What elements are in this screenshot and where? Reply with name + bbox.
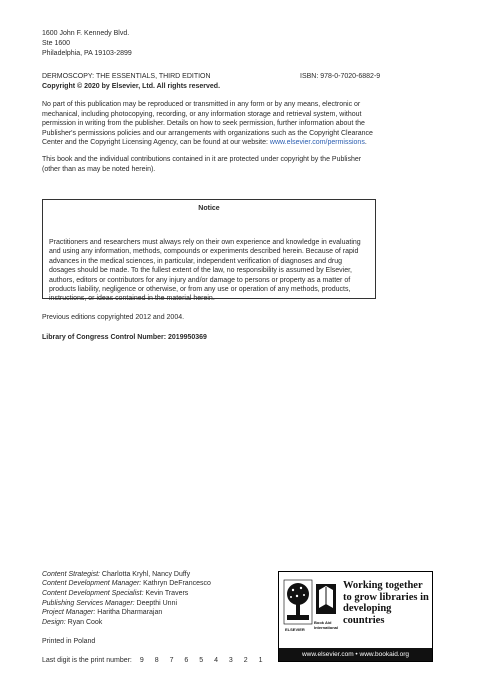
bookaid-wordmark: Book Aid International bbox=[314, 620, 339, 630]
address-line-3: Philadelphia, PA 19103-2899 bbox=[42, 50, 132, 57]
banner-slogan: Working together to grow libraries in developing countries bbox=[343, 580, 429, 626]
credit-content-dev-specialist: Content Development Specialist: Kevin Travers bbox=[42, 590, 189, 597]
book-aid-banner bbox=[278, 571, 433, 662]
book-title: DERMOSCOPY: THE ESSENTIALS, THIRD EDITION bbox=[42, 73, 211, 80]
logos-group bbox=[283, 578, 339, 630]
rights-end: . bbox=[364, 139, 367, 147]
loc-number: Library of Congress Control Number: 2019950369 bbox=[42, 334, 207, 341]
credit-content-strategist: Content Strategist: Charlotta Kryhl, Nancy Duffy bbox=[42, 571, 191, 578]
protected-paragraph: This book and the individual contributions contained in it are protected under copyright by the Publisher (other than as may be noted herein). bbox=[42, 156, 362, 173]
rights-paragraph bbox=[42, 100, 380, 148]
printed-in: Printed in Poland bbox=[42, 638, 96, 645]
copyright-line: Copyright © 2020 by Elsevier, Ltd. All rights reserved. bbox=[42, 83, 221, 90]
credit-content-dev-manager: Content Development Manager: Kathryn DeFrancesco bbox=[42, 580, 211, 587]
print-number bbox=[42, 656, 267, 666]
rights-text: No part of this publication may be reproduced or transmitted in any form or by any means, electronic or mechanical, including photocopying, recording, or any information storage and retrieval system, without permission in writing from the publisher. Details on how to seek permission, further information about the Publisher's permissions policies and our arrangements with organizations such as the Copyright Clearance Center and the Copyright Licensing Agency, can be found at our website: bbox=[42, 101, 373, 147]
banner-footer-urls[interactable]: www.elsevier.com • www.bookaid.org bbox=[279, 648, 432, 661]
notice-box bbox=[42, 199, 376, 303]
permissions-link[interactable]: www.elsevier.com/permissions bbox=[269, 139, 365, 147]
credit-publishing-services: Publishing Services Manager: Deepthi Unni bbox=[42, 600, 178, 607]
print-number-label: Last digit is the print number: bbox=[42, 657, 132, 664]
credit-design: Design: Ryan Cook bbox=[42, 619, 103, 626]
address-line-1: 1600 John F. Kennedy Blvd. bbox=[42, 30, 130, 37]
isbn: ISBN: 978-0-7020-6882-9 bbox=[300, 73, 381, 80]
credit-project-manager: Project Manager: Haritha Dharmarajan bbox=[42, 609, 163, 616]
notice-body: Practitioners and researchers must always rely on their own experience and knowledge in evaluating and using any information, methods, compounds or experiments described herein. Because of rapid advances in the medical sciences, in particular, independent verification of diagnoses and drug dosages should be made. To the fullest extent of the law, no responsibility is assumed by Elsevier, authors, editors or contributors for any injury and/or damage to persons or property as a matter of products liability, negligence or otherwise, or from any use or operation of any methods, products, instructions, or ideas contained in the material herein. bbox=[49, 239, 361, 303]
print-number-digits: 9 8 7 6 5 4 3 2 1 bbox=[139, 657, 267, 664]
bookaid-logo bbox=[316, 584, 336, 614]
elsevier-wordmark: ELSEVIER bbox=[285, 627, 305, 632]
address-line-2: Ste 1600 bbox=[42, 40, 71, 47]
notice-title: Notice bbox=[198, 205, 220, 212]
previous-editions: Previous editions copyrighted 2012 and 2004. bbox=[42, 314, 185, 321]
